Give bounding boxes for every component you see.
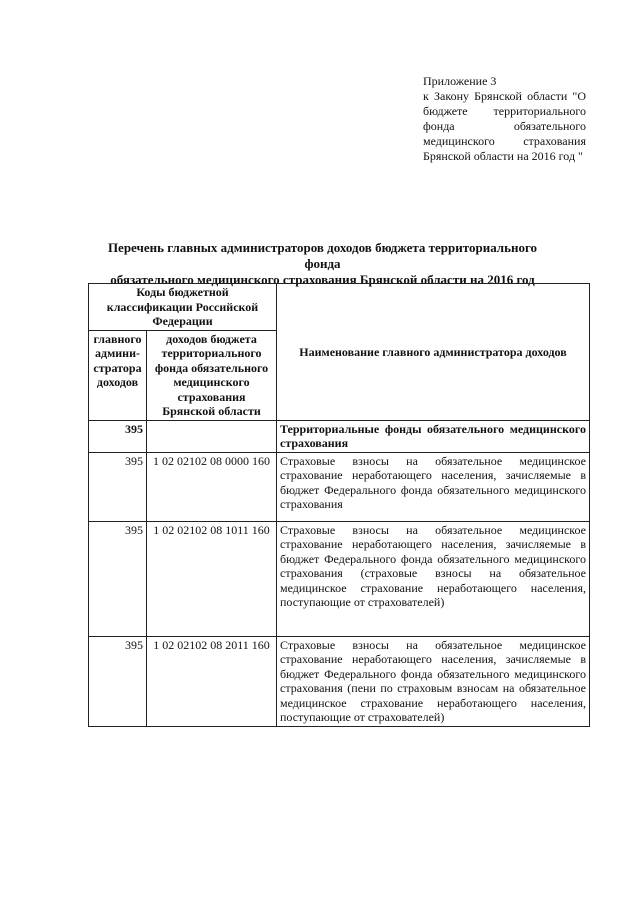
- document-title-line2: обязательного медицинского страхования Брянской области на 2016 год: [110, 272, 535, 287]
- appendix-block: [423, 74, 586, 164]
- appendix-label: Приложение 3: [423, 74, 497, 88]
- cell-income-code: [147, 420, 277, 452]
- cell-income-code: 1 02 02102 08 0000 160: [147, 452, 277, 521]
- cell-income-code: 1 02 02102 08 2011 160: [147, 636, 277, 726]
- header-budget-classification: Коды бюджетной классификации Российской Федерации: [89, 284, 277, 331]
- cell-admin-code: 395: [89, 452, 147, 521]
- cell-administrator-name: Страховые взносы на обязательное медицинское страхование неработающего населения, зачисляемые в бюджет Федерального фонда обязательного медицинского страхования (страховые взносы на обязательное медицинское страхование неработающего населения, поступающие от страхователей): [277, 521, 590, 636]
- cell-admin-code: 395: [89, 420, 147, 452]
- header-income-code: доходов бюджета территориального фонда обязательного медицинского страхования Брянской области: [147, 330, 277, 420]
- document-title: [90, 240, 555, 288]
- table-row: [89, 452, 590, 521]
- header-administrator-name: Наименование главного администратора доходов: [277, 284, 590, 421]
- table-row: [89, 420, 590, 452]
- appendix-law-reference: к Закону Брянской области "О бюджете территориального фонда обязательного медицинского страхования Брянской области на 2016 год ": [423, 89, 586, 163]
- cell-administrator-name: Территориальные фонды обязательного медицинского страхования: [277, 420, 590, 452]
- administrators-table: [88, 283, 590, 727]
- cell-admin-code: 395: [89, 636, 147, 726]
- table-row: [89, 521, 590, 636]
- cell-admin-code: 395: [89, 521, 147, 636]
- document-title-line1: Перечень главных администраторов доходов бюджета территориального фонда: [107, 240, 538, 271]
- header-admin-code: главного админи-стратора доходов: [89, 330, 147, 420]
- cell-administrator-name: Страховые взносы на обязательное медицинское страхование неработающего населения, зачисляемые в бюджет Федерального фонда обязательного медицинского страхования: [277, 452, 590, 521]
- cell-income-code: 1 02 02102 08 1011 160: [147, 521, 277, 636]
- table-row: [89, 636, 590, 726]
- cell-administrator-name: Страховые взносы на обязательное медицинское страхование неработающего населения, зачисляемые в бюджет Федерального фонда обязательного медицинского страхования (пени по страховым взносам на обязательное медицинское страхование неработающего населения, поступающие от страхователей): [277, 636, 590, 726]
